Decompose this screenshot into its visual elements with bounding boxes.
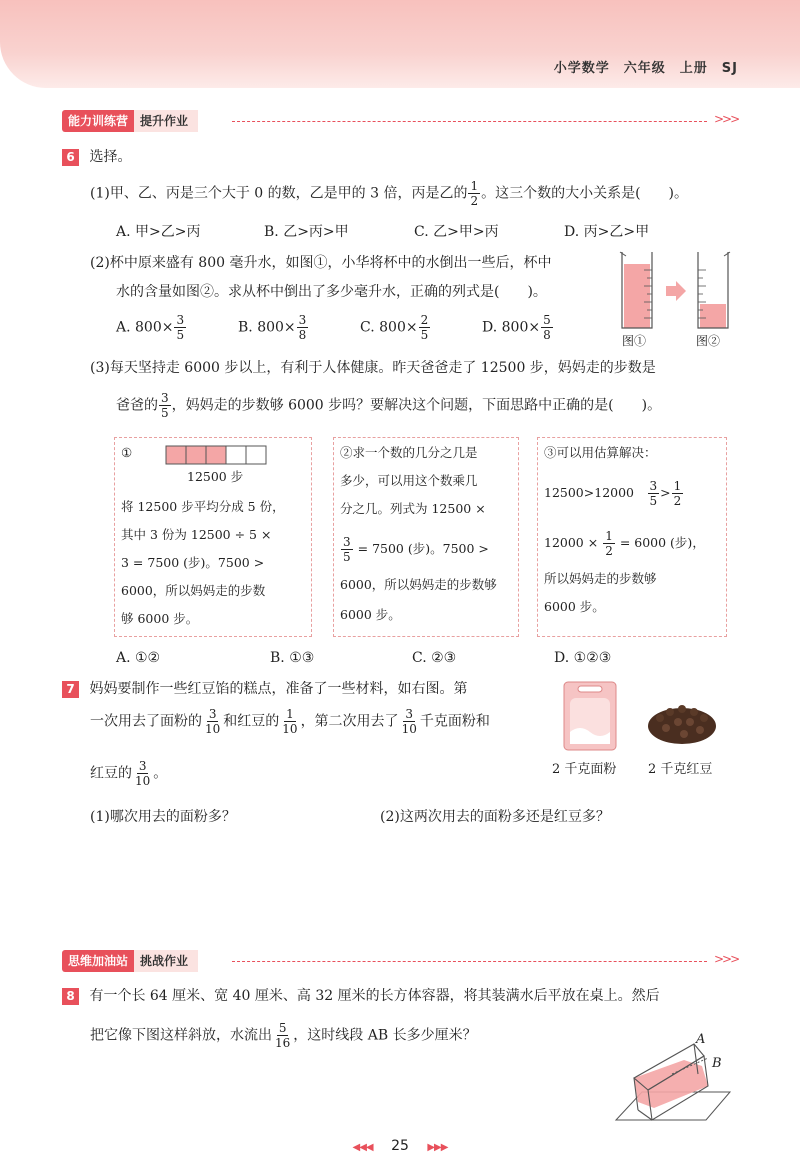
- question-6-title: [62, 146, 131, 166]
- figure-2-caption: 图②: [696, 334, 721, 348]
- tilted-container-diagram: [612, 1030, 732, 1125]
- q6-part3-line1: (3)每天坚持走 6000 步以上，有利于人体健康。昨天爸爸走了 12500 步，妈妈走的步数是: [90, 360, 656, 376]
- q7-subquestion-1: (1)哪次用去的面粉多？: [90, 809, 236, 825]
- text: 6000，所以妈妈走的步数: [121, 583, 266, 598]
- section-tag: 思维加油站: [62, 950, 134, 972]
- q6-part2-option-d: D. 800× $\frac{5}{8}$: [482, 313, 551, 342]
- text: 将 12500 步平均分成 5 份，: [121, 499, 285, 514]
- prev-arrows-icon: ◀◀◀: [352, 1142, 373, 1153]
- flour-bag-icon: [564, 682, 616, 750]
- text: $\frac{3}{5}$ = 7500 (步)。7500 >: [343, 535, 489, 564]
- section-subtitle: 挑战作业: [134, 950, 198, 972]
- q7-subquestion-2: (2)这两次用去的面粉多还是红豆多？: [380, 809, 610, 825]
- text: ③可以用估算解决：: [544, 445, 657, 460]
- text: 12000 × $\frac{1}{2}$ = 6000 (步)，: [544, 529, 705, 558]
- five-part-bar: [165, 444, 267, 466]
- dashed-divider: [232, 121, 707, 122]
- q6-part1-option-a: A. 甲>乙>丙: [116, 224, 201, 240]
- box-marker: ①: [121, 445, 133, 460]
- section-subtitle: 提升作业: [134, 110, 198, 132]
- question-number: 6: [62, 149, 79, 166]
- question-7-line3: 红豆的 $\frac{3}{10}$ 。: [90, 759, 168, 788]
- cup-diagram: [618, 246, 736, 346]
- question-number: 7: [62, 681, 79, 698]
- point-label-a: A: [696, 1032, 706, 1047]
- figure-1-caption: 图①: [622, 334, 647, 348]
- q6-part1-text: [90, 180, 688, 207]
- solution-box-3: [537, 437, 727, 637]
- text: ②求一个数的几分之几是: [340, 445, 478, 460]
- flour-caption: 2 千克面粉: [552, 762, 617, 777]
- question-8-line1: 8 有一个长 64 厘米、宽 40 厘米、高 32 厘米的长方体容器，将其装满水后平放在桌上。然后: [62, 985, 660, 1005]
- fraction: $\frac{1}{2}$: [470, 179, 479, 208]
- q6-part3-option-a: A. ①②: [116, 650, 161, 666]
- section-bar-challenge: [62, 950, 739, 972]
- q6-part2-option-b: B. 800× $\frac{3}{8}$: [238, 313, 307, 342]
- text: 所以妈妈走的步数够: [544, 571, 657, 586]
- q6-part1-option-b: B. 乙>丙>甲: [264, 224, 349, 240]
- question-8-line2: 把它像下图这样斜放，水流出 $\frac{5}{16}$ ，这时线段 AB 长多少厘米？: [90, 1021, 477, 1050]
- text: 6000 步。: [544, 599, 605, 614]
- text: 多少，可以用这个数乘几: [340, 473, 478, 488]
- q6-part2-option-c: C. 800× $\frac{2}{5}$: [360, 313, 429, 342]
- chevrons-icon: >>>: [714, 112, 739, 126]
- q6-part1-option-d: D. 丙>乙>甲: [564, 224, 650, 240]
- chevrons-icon: >>>: [714, 952, 739, 966]
- book-title: 小学数学 六年级 上册 SJ: [553, 61, 738, 76]
- text: 够 6000 步。: [121, 611, 199, 626]
- question-7-line1: 7 妈妈要制作一些红豆馅的糕点，准备了一些材料，如右图。第: [62, 678, 467, 698]
- beans-caption: 2 千克红豆: [648, 762, 713, 777]
- cup-1: [620, 252, 652, 328]
- page-footer: [330, 1138, 470, 1154]
- text: 分之几。列式为 12500 ×: [340, 501, 486, 516]
- page-number: 25: [391, 1138, 409, 1154]
- text: 12500>12000 $\frac{3}{5}$ > $\frac{1}{2}$: [544, 479, 682, 508]
- pour-arrow-icon: [666, 281, 686, 301]
- text: 6000 步。: [340, 607, 401, 622]
- question-prompt: 选择。: [89, 149, 132, 165]
- q6-part3-option-b: B. ①③: [270, 650, 315, 666]
- text: (1)甲、乙、丙是三个大于 0 的数，乙是甲的 3 倍，丙是乙的: [90, 185, 468, 202]
- question-number: 8: [62, 988, 79, 1005]
- q6-part1-option-c: C. 乙>甲>丙: [414, 224, 499, 240]
- question-7-line2: 一次用去了面粉的 $\frac{3}{10}$ 和红豆的 $\frac{1}{10}$ ，第二次用去了 $\frac{3}{10}$ 千克面粉和: [90, 707, 490, 736]
- ingredients-illustration: [560, 676, 730, 756]
- q6-part3-option-d: D. ①②③: [554, 650, 612, 666]
- q6-part2-line2: 水的含量如图②。求从杯中倒出了多少毫升水，正确的列式是( )。: [116, 284, 547, 300]
- text: 6000，所以妈妈走的步数够: [340, 577, 497, 592]
- next-arrows-icon: ▶▶▶: [427, 1142, 448, 1153]
- q6-part2-line1: (2)杯中原来盛有 800 毫升水，如图①，小华将杯中的水倒出一些后，杯中: [90, 255, 552, 271]
- q6-part3-line2: 爸爸的 $\frac{3}{5}$ ，妈妈走的步数够 6000 步吗？要解决这个问题，下面思路中正确的是( )。: [116, 391, 662, 420]
- dashed-divider: [232, 961, 707, 962]
- text: 其中 3 份为 12500 ÷ 5 ×: [121, 527, 272, 542]
- point-label-b: B: [712, 1056, 722, 1071]
- text: 3 = 7500 (步)。7500 >: [121, 555, 265, 570]
- solution-box-1: [114, 437, 312, 637]
- text: 。这三个数的大小关系是( )。: [481, 185, 689, 202]
- solution-box-2: [333, 437, 519, 637]
- section-tag: 能力训练营: [62, 110, 134, 132]
- q6-part3-option-c: C. ②③: [412, 650, 457, 666]
- red-beans-icon: [648, 705, 716, 744]
- section-bar-practice: [62, 110, 739, 132]
- bar-label: 12500 步: [187, 469, 244, 484]
- q6-part2-option-a: A. 800× $\frac{3}{5}$: [116, 313, 185, 342]
- cup-2: [698, 252, 730, 328]
